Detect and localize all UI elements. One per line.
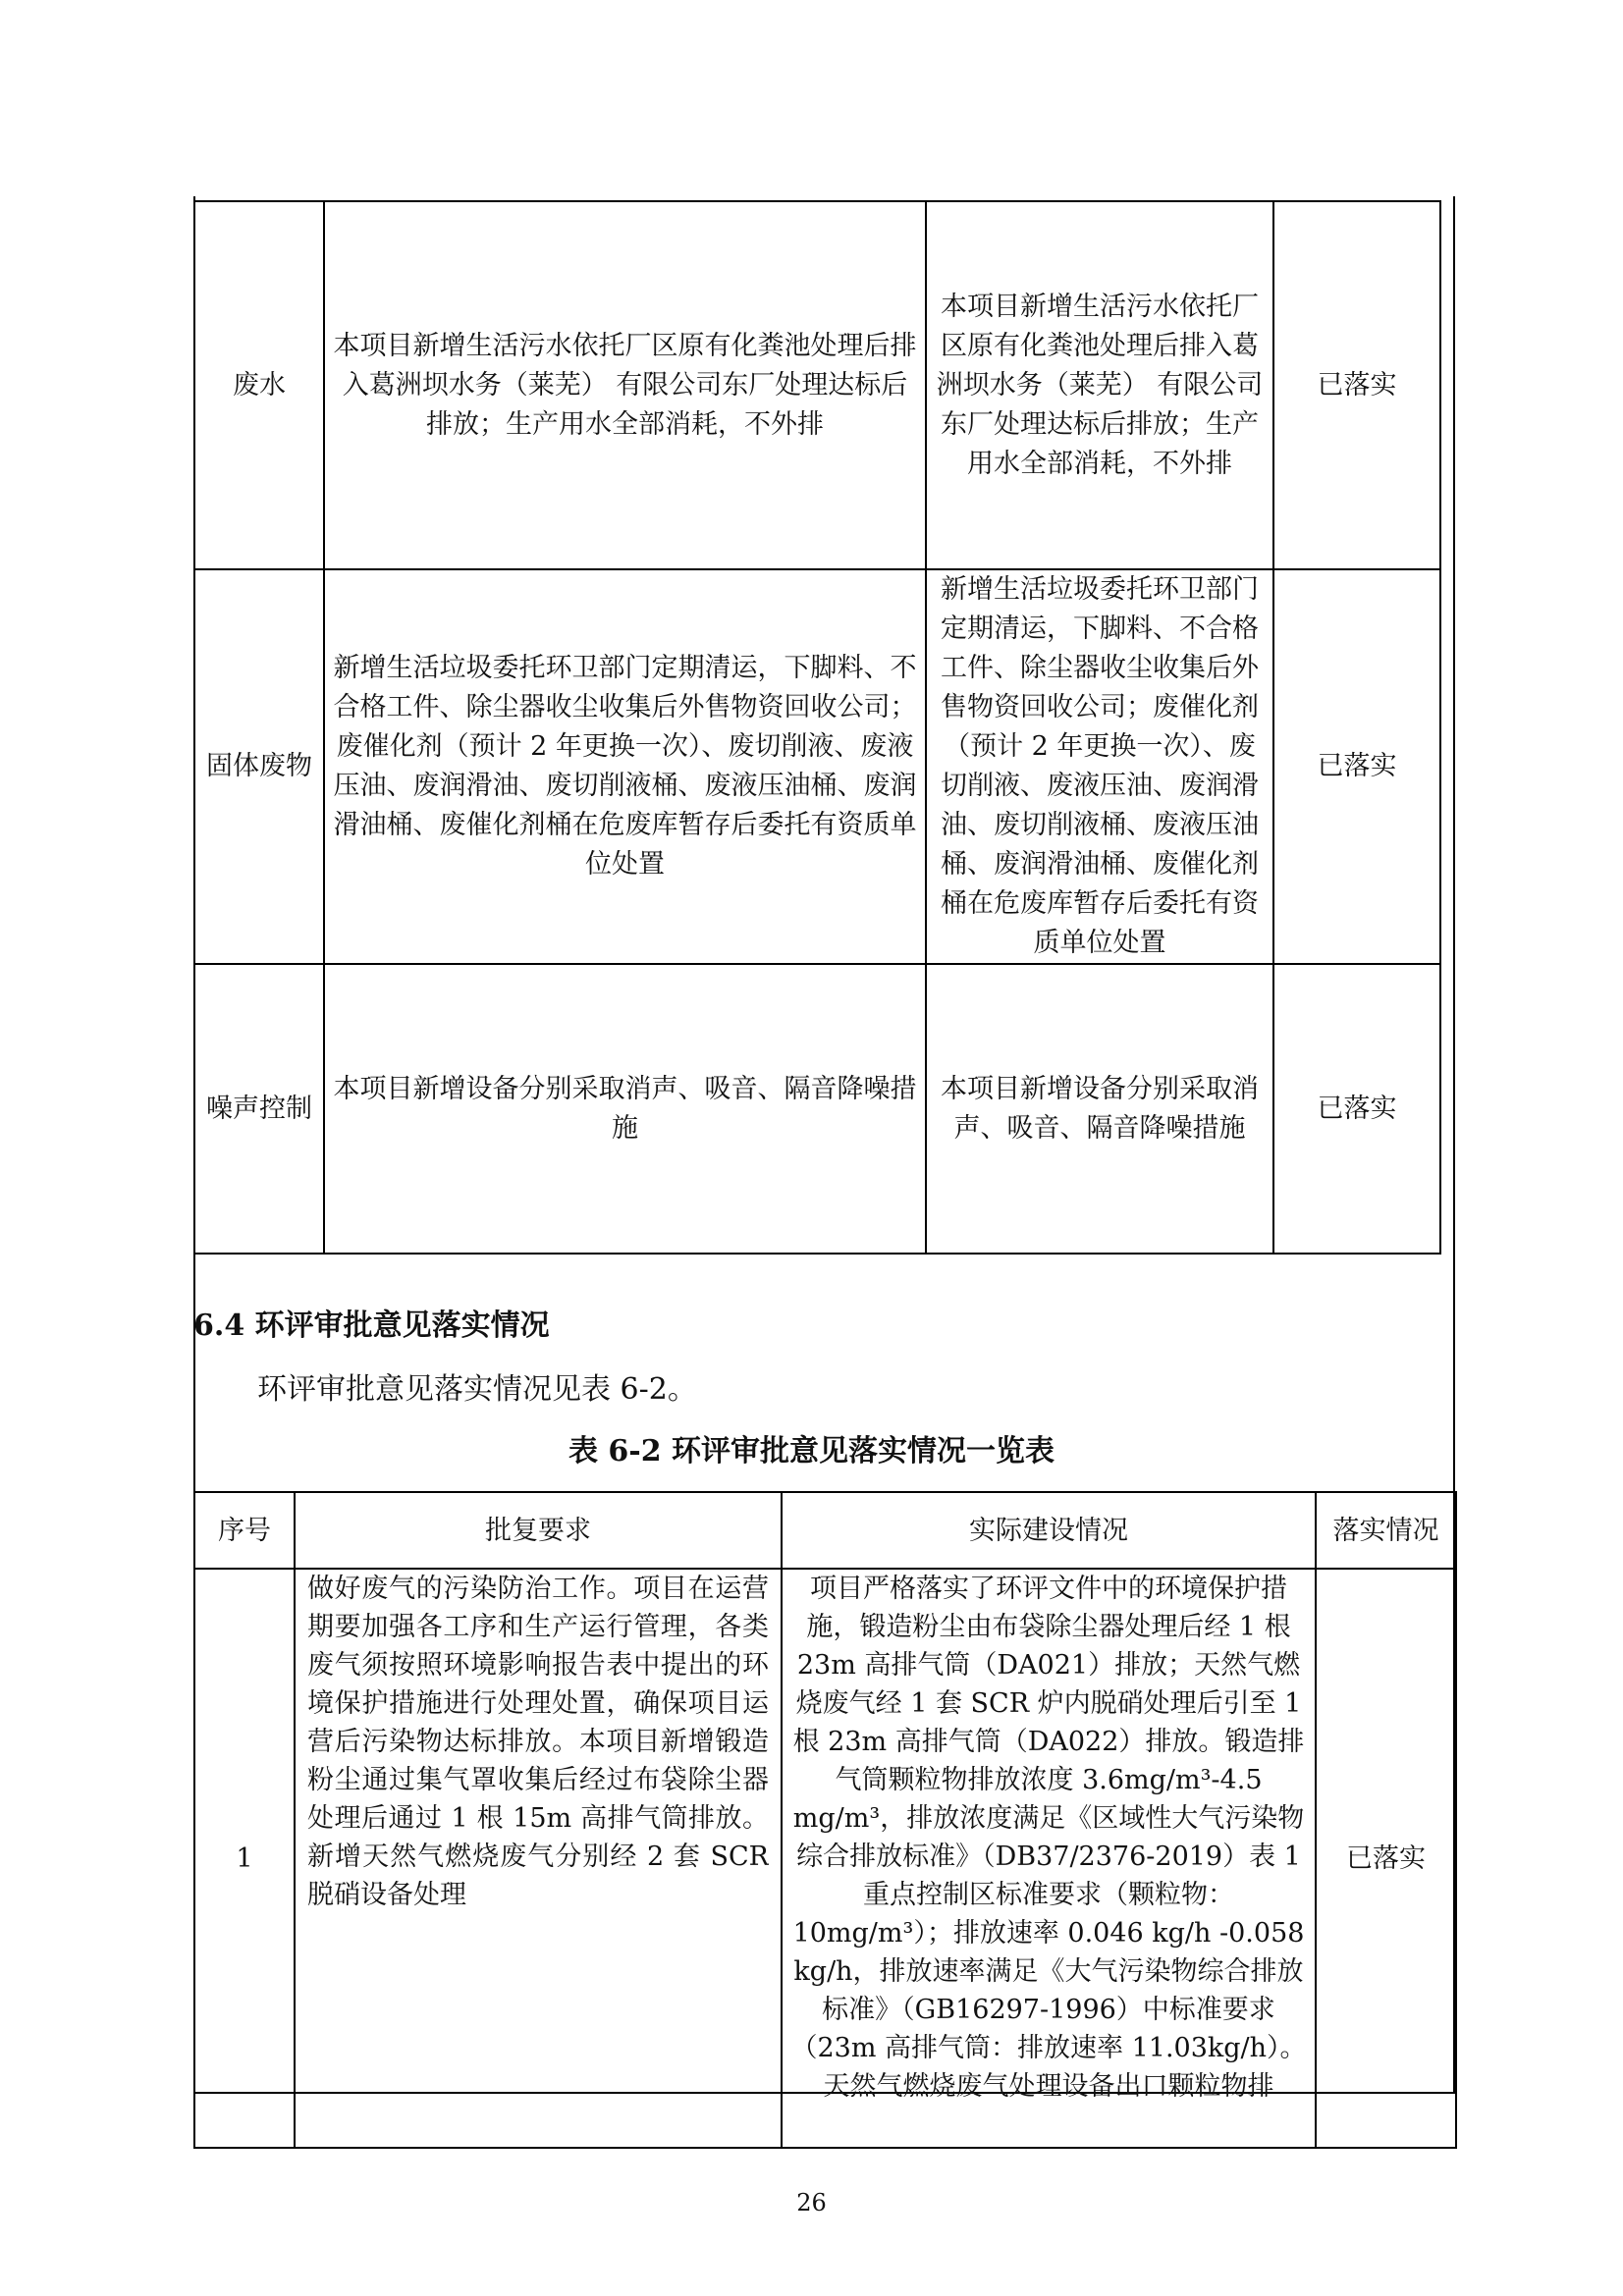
table-6-2 (193, 1491, 1457, 2149)
status-cell: 已落实 (1273, 201, 1440, 569)
table-row (194, 964, 1440, 1254)
table-row (194, 569, 1440, 964)
table-caption: 表 6-2 环评审批意见落实情况一览表 (568, 1434, 1055, 1468)
table-row (194, 1569, 1456, 2148)
intro-text: 环评审批意见落实情况见表 6-2。 (257, 1372, 697, 1407)
table-header-row (194, 1492, 1456, 1569)
page-number: 26 (796, 2189, 827, 2216)
header-actual: 实际建设情况 (782, 1492, 1316, 1569)
requirement-cell: 本项目新增设备分别采取消声、吸音、隔音降噪措施 (324, 964, 926, 1254)
header-status: 落实情况 (1316, 1492, 1456, 1569)
category-cell: 废水 (194, 201, 324, 569)
table-row (194, 201, 1440, 569)
header-requirement: 批复要求 (295, 1492, 782, 1569)
actual-cell: 本项目新增生活污水依托厂区原有化粪池处理后排入葛洲坝水务（莱芜） 有限公司东厂处理达标后排放；生产用水全部消耗，不外排 (926, 201, 1273, 569)
category-cell: 噪声控制 (194, 964, 324, 1254)
status-cell: 已落实 (1273, 569, 1440, 964)
header-no: 序号 (194, 1492, 295, 1569)
section-heading: 6.4 环评审批意见落实情况 (193, 1308, 550, 1343)
actual-cell: 新增生活垃圾委托环卫部门定期清运，下脚料、不合格工件、除尘器收尘收集后外售物资回收公司；废催化剂（预计 2 年更换一次）、废切削液、废液压油、废润滑油、废切削液桶、废液压油桶、废润滑油桶、废催化剂桶在危废库暂存后委托有资质单位处置 (926, 569, 1273, 964)
requirement-cell: 新增生活垃圾委托环卫部门定期清运，下脚料、不合格工件、除尘器收尘收集后外售物资回收公司；废催化剂（预计 2 年更换一次）、废切削液、废液压油、废润滑油、废切削液桶、废液压油桶、废润滑油桶、废催化剂桶在危废库暂存后委托有资质单位处置 (324, 569, 926, 964)
no-cell: 1 (194, 1569, 295, 2148)
requirement-cell (295, 1569, 782, 2148)
status-cell: 已落实 (1316, 1569, 1456, 2148)
requirement-cell: 本项目新增生活污水依托厂区原有化粪池处理后排入葛洲坝水务（莱芜） 有限公司东厂处理达标后排放；生产用水全部消耗，不外排 (324, 201, 926, 569)
status-cell: 已落实 (1273, 964, 1440, 1254)
table-6-1-continued (193, 200, 1441, 1255)
actual-text: 项目严格落实了环评文件中的环境保护措施，锻造粉尘由布袋除尘器处理后经 1 根 23m 高排气筒（DA021）排放；天然气燃烧废气经 1 套 SCR 炉内脱硝处理后引至 1 根 23m 高排气筒（DA022）排放。锻造排气筒颗粒物排放浓度 3.6mg/m³-4.5 mg/m³，排放浓度满足《区域性大气污染物综合排放标准》（DB37/2376-2019）表 1 重点控制区标准要求（颗粒物：10mg/m³）；排放速率 0.046 kg/h -0.058 kg/h，排放速率满足《大气污染物综合排放标准》（GB16297-1996）中标准要求（23m 高排气筒：排放速率 11.03kg/h）。天然气燃烧废气处理设备出口颗粒物排 (790, 1574, 1307, 2102)
requirement-text: 做好废气的污染防治工作。项目在运营期要加强各工序和生产运行管理，各类废气须按照环境影响报告表中提出的环境保护措施进行处理处置，确保项目运营后污染物达标排放。本项目新增锻造粉尘通过集气罩收集后经过布袋除尘器处理后通过 1 根 15m 高排气筒排放。新增天然气燃烧废气分别经 2 套 SCR 脱硝设备处理 (307, 1574, 769, 1910)
category-cell: 固体废物 (194, 569, 324, 964)
actual-cell (782, 1569, 1316, 2148)
actual-cell: 本项目新增设备分别采取消声、吸音、隔音降噪措施 (926, 964, 1273, 1254)
